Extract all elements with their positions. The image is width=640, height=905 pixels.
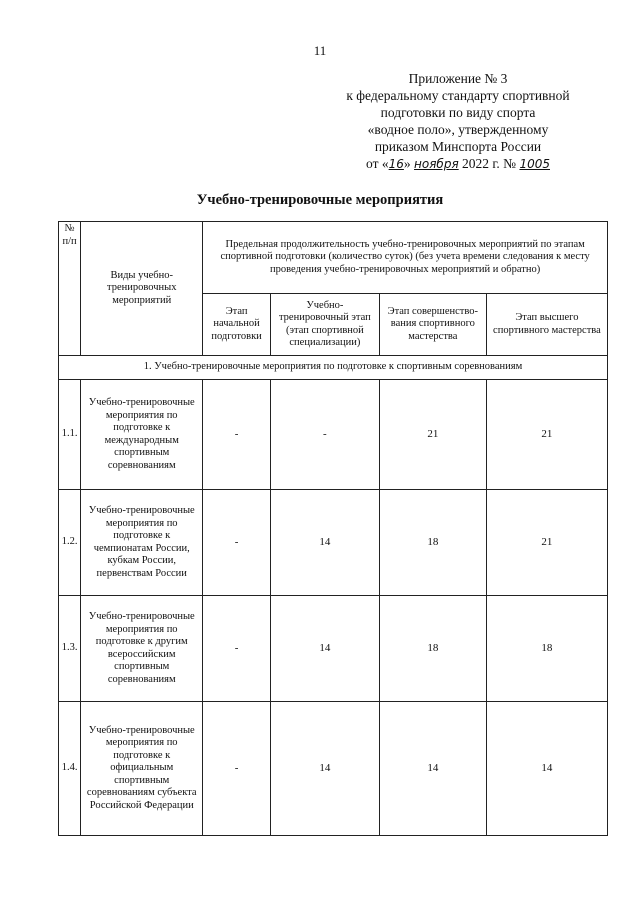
handwritten-month: ноября: [414, 157, 459, 171]
appendix-line: к федеральному стандарту спортивной: [346, 88, 570, 103]
document-title: Учебно-тренировочные мероприятия: [196, 192, 444, 208]
table-row: [59, 490, 608, 596]
row-value: 21: [379, 380, 486, 490]
header-duration: Предельная продолжительность учебно-тренировочных мероприятий по этапам спортивной подготовки (количество суток) (без учета времени следования к месту проведения учебно-тренировочных мероприятий и обратно): [203, 222, 608, 294]
row-name: Учебно-тренировочные мероприятия по подготовке к чемпионатам России, кубкам России, первенствам России: [81, 490, 203, 596]
row-value: -: [203, 380, 271, 490]
row-name: Учебно-тренировочные мероприятия по подготовке к официальным спортивным соревнованиям субъекта Российской Федерации: [81, 702, 203, 836]
row-value: 21: [486, 380, 607, 490]
row-name: Учебно-тренировочные мероприятия по подготовке к международным спортивным соревнованиям: [81, 380, 203, 490]
row-value: -: [203, 702, 271, 836]
row-num: 1.4.: [59, 702, 81, 836]
row-value: 21: [486, 490, 607, 596]
page-number: 11: [313, 43, 327, 58]
table-row: [59, 380, 608, 490]
row-value: 18: [379, 596, 486, 702]
events-table: [58, 221, 608, 836]
appendix-block: [308, 70, 608, 173]
row-num: 1.2.: [59, 490, 81, 596]
row-name: Учебно-тренировочные мероприятия по подготовке к другим всероссийским спортивным соревнованиям: [81, 596, 203, 702]
header-num: № п/п: [59, 222, 81, 356]
row-value: 14: [270, 702, 379, 836]
row-num: 1.3.: [59, 596, 81, 702]
appendix-line: Приложение № 3: [408, 71, 508, 86]
section-heading: 1. Учебно-тренировочные мероприятия по подготовке к спортивным соревнованиям: [59, 356, 608, 380]
appendix-line: «водное поло», утвержденному: [367, 122, 549, 137]
row-num: 1.1.: [59, 380, 81, 490]
handwritten-day: 16: [388, 157, 404, 171]
header-stage: Учебно-тренировочный этап (этап спортивной специализации): [270, 294, 379, 356]
table-row: [59, 596, 608, 702]
row-value: 14: [270, 490, 379, 596]
row-value: 14: [270, 596, 379, 702]
handwritten-order-number: 1005: [519, 157, 550, 171]
appendix-line: подготовки по виду спорта: [380, 105, 536, 120]
appendix-date-line: от «16» ноября 2022 г. № 1005: [366, 156, 550, 171]
header-kind: Виды учебно-тренировочных мероприятий: [81, 222, 203, 356]
row-value: 18: [486, 596, 607, 702]
row-value: -: [270, 380, 379, 490]
row-value: -: [203, 596, 271, 702]
row-value: -: [203, 490, 271, 596]
row-value: 18: [379, 490, 486, 596]
header-stage: Этап начальной подготовки: [203, 294, 271, 356]
header-stage: Этап высшего спортивного мастерства: [486, 294, 607, 356]
appendix-line: приказом Минспорта России: [374, 139, 542, 154]
header-stage: Этап совершенство-вания спортивного мастерства: [379, 294, 486, 356]
row-value: 14: [379, 702, 486, 836]
row-value: 14: [486, 702, 607, 836]
table-row: [59, 702, 608, 836]
